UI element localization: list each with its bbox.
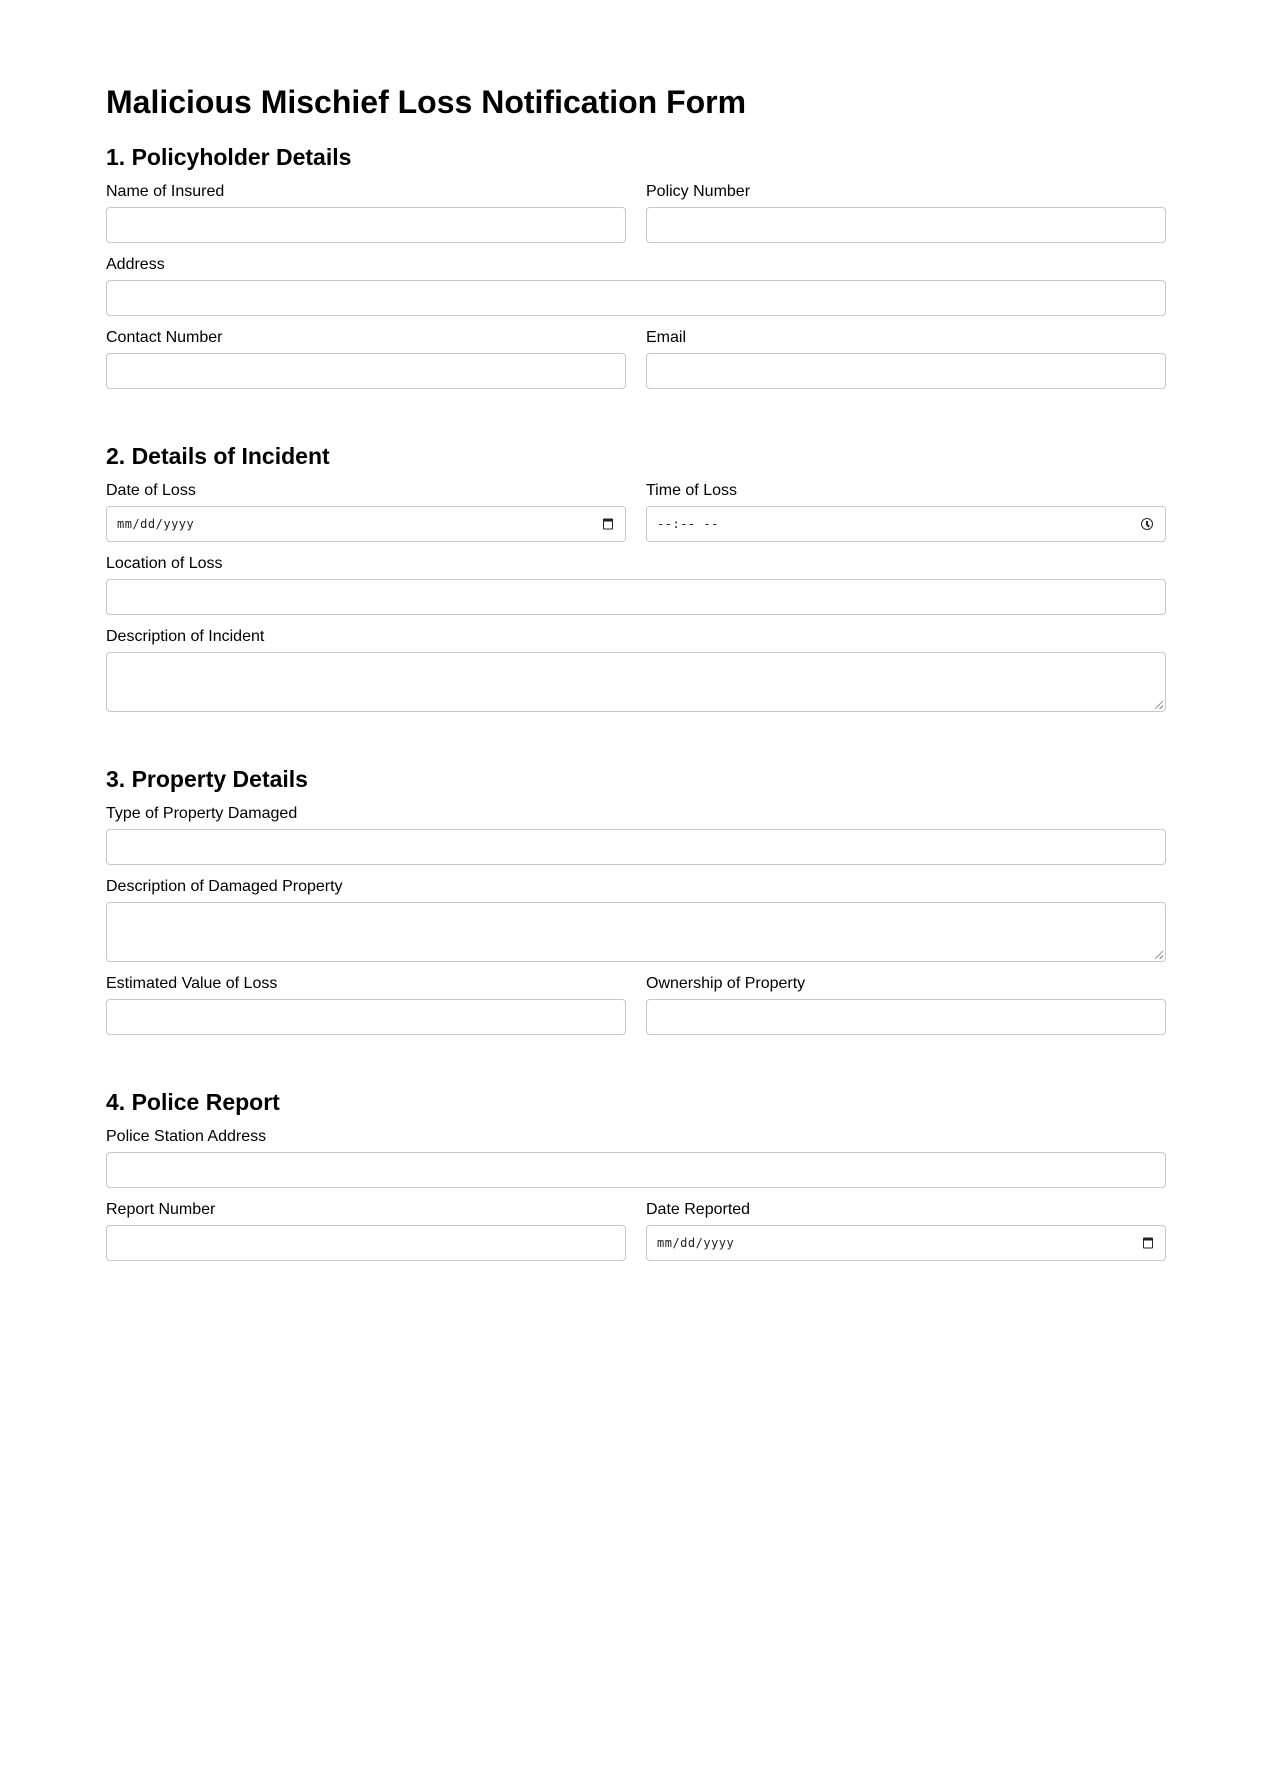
field-label: Ownership of Property (646, 975, 806, 992)
section-details-of-incident (106, 441, 1166, 712)
field-description-of-property (106, 877, 1166, 962)
field-address (106, 255, 1166, 316)
field-label: Type of Property Damaged (106, 805, 298, 822)
section-police-report (106, 1087, 1166, 1261)
policy-number-input[interactable] (646, 207, 1166, 243)
name-of-insured-input[interactable] (106, 207, 626, 243)
field-label: Policy Number (646, 183, 751, 200)
field-description-of-incident (106, 627, 1166, 712)
field-police-station-address (106, 1127, 1166, 1188)
section-heading: 2. Details of Incident (106, 443, 330, 469)
page-title: Malicious Mischief Loss Notification Form (106, 84, 747, 120)
field-time-of-loss (646, 481, 1166, 542)
date-reported-input[interactable] (646, 1225, 1166, 1261)
report-number-input[interactable] (106, 1225, 626, 1261)
field-label: Estimated Value of Loss (106, 975, 278, 992)
field-label: Time of Loss (646, 482, 737, 499)
section-heading: 3. Property Details (106, 766, 308, 792)
field-ownership (646, 974, 1166, 1035)
section-policyholder-details (106, 142, 1166, 389)
police-station-address-input[interactable] (106, 1152, 1166, 1188)
location-of-loss-input[interactable] (106, 579, 1166, 615)
ownership-input[interactable] (646, 999, 1166, 1035)
field-label: Date Reported (646, 1201, 751, 1218)
date-placeholder: mm/dd/yyyy (657, 1236, 735, 1250)
field-date-of-loss (106, 481, 626, 542)
field-name-of-insured (106, 182, 626, 243)
field-label: Report Number (106, 1201, 216, 1218)
field-policy-number (646, 182, 1166, 243)
section-heading: 1. Policyholder Details (106, 144, 352, 170)
field-contact-number (106, 328, 626, 389)
field-estimated-value (106, 974, 626, 1035)
field-label: Address (106, 256, 165, 273)
section-heading: 4. Police Report (106, 1089, 280, 1115)
field-label: Location of Loss (106, 555, 223, 572)
field-label: Description of Incident (106, 628, 265, 645)
type-of-property-input[interactable] (106, 829, 1166, 865)
clock-icon[interactable] (1141, 518, 1153, 530)
field-date-reported (646, 1200, 1166, 1261)
calendar-icon[interactable] (1143, 1238, 1153, 1249)
date-of-loss-input[interactable] (106, 506, 626, 542)
field-label: Police Station Address (106, 1128, 267, 1145)
estimated-value-input[interactable] (106, 999, 626, 1035)
field-label: Name of Insured (106, 183, 225, 200)
description-of-property-textarea[interactable] (106, 902, 1166, 962)
field-type-of-property (106, 804, 1166, 865)
resize-grip-icon[interactable] (1155, 701, 1163, 709)
date-placeholder: mm/dd/yyyy (117, 517, 195, 531)
field-email (646, 328, 1166, 389)
field-location-of-loss (106, 554, 1166, 615)
field-label: Description of Damaged Property (106, 878, 343, 895)
calendar-icon[interactable] (603, 519, 613, 530)
field-report-number (106, 1200, 626, 1261)
resize-grip-icon[interactable] (1155, 951, 1163, 959)
field-label: Contact Number (106, 329, 223, 346)
address-input[interactable] (106, 280, 1166, 316)
email-input[interactable] (646, 353, 1166, 389)
field-label: Date of Loss (106, 482, 196, 499)
time-placeholder: --:-- -- (657, 517, 719, 531)
description-of-incident-textarea[interactable] (106, 652, 1166, 712)
section-property-details (106, 764, 1166, 1035)
contact-number-input[interactable] (106, 353, 626, 389)
field-label: Email (646, 329, 687, 346)
time-of-loss-input[interactable] (646, 506, 1166, 542)
